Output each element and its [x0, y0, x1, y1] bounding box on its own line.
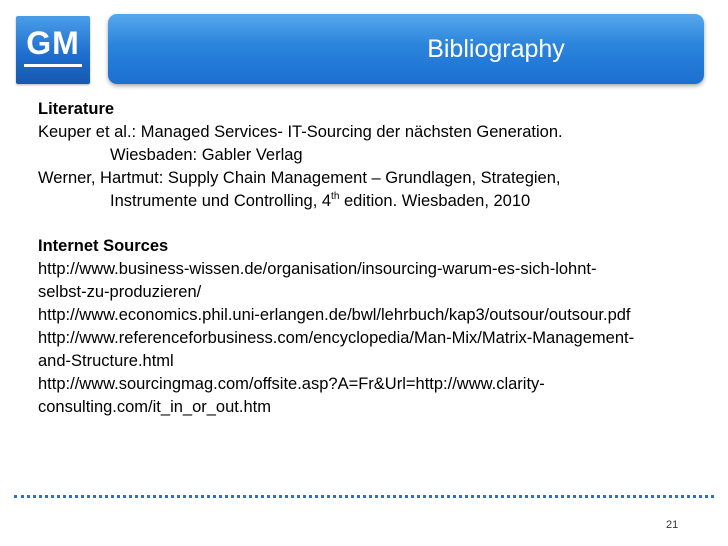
- entry-line: Keuper et al.: Managed Services- IT-Sourcing der nächsten Generation.: [38, 123, 563, 141]
- gm-logo: [16, 16, 90, 84]
- title-banner: [108, 14, 704, 84]
- url-line: http://www.economics.phil.uni-erlangen.de/bwl/lehrbuch/kap3/outsour/outsour.pdf: [38, 306, 631, 324]
- url-line: http://www.referenceforbusiness.com/encyclopedia/Man-Mix/Matrix-Management-: [38, 329, 635, 347]
- url-entry[interactable]: [38, 327, 708, 373]
- url-entry[interactable]: [38, 304, 708, 327]
- url-line: consulting.com/it_in_or_out.htm: [38, 398, 271, 416]
- entry-text: Instrumente und Controlling, 4: [110, 192, 332, 210]
- entry-line-indented: [38, 190, 708, 213]
- bibliography-content: [38, 98, 708, 419]
- entry-text: edition. Wiesbaden, 2010: [339, 192, 531, 210]
- entry-line: Werner, Hartmut: Supply Chain Management – Grundlagen, Strategien,: [38, 169, 561, 187]
- ordinal-superscript: th: [331, 190, 340, 202]
- gm-logo-text: GM: [24, 22, 82, 67]
- slide-title: Bibliography: [427, 35, 565, 63]
- url-line: and-Structure.html: [38, 352, 174, 370]
- url-line: http://www.sourcingmag.com/offsite.asp?A=Fr&Url=http://www.clarity-: [38, 375, 545, 393]
- url-entry[interactable]: [38, 373, 708, 419]
- literature-entry: [38, 121, 708, 167]
- url-line: selbst-zu-produzieren/: [38, 283, 202, 301]
- literature-entry: [38, 167, 708, 213]
- literature-heading: Literature: [38, 100, 115, 118]
- entry-line-indented: Wiesbaden: Gabler Verlag: [110, 146, 303, 164]
- footer-dotted-divider: [14, 495, 714, 498]
- url-entry[interactable]: [38, 258, 708, 304]
- internet-sources-heading: Internet Sources: [38, 237, 169, 255]
- page-number: 21: [666, 519, 679, 531]
- url-line: http://www.business-wissen.de/organisation/insourcing-warum-es-sich-lohnt-: [38, 260, 597, 278]
